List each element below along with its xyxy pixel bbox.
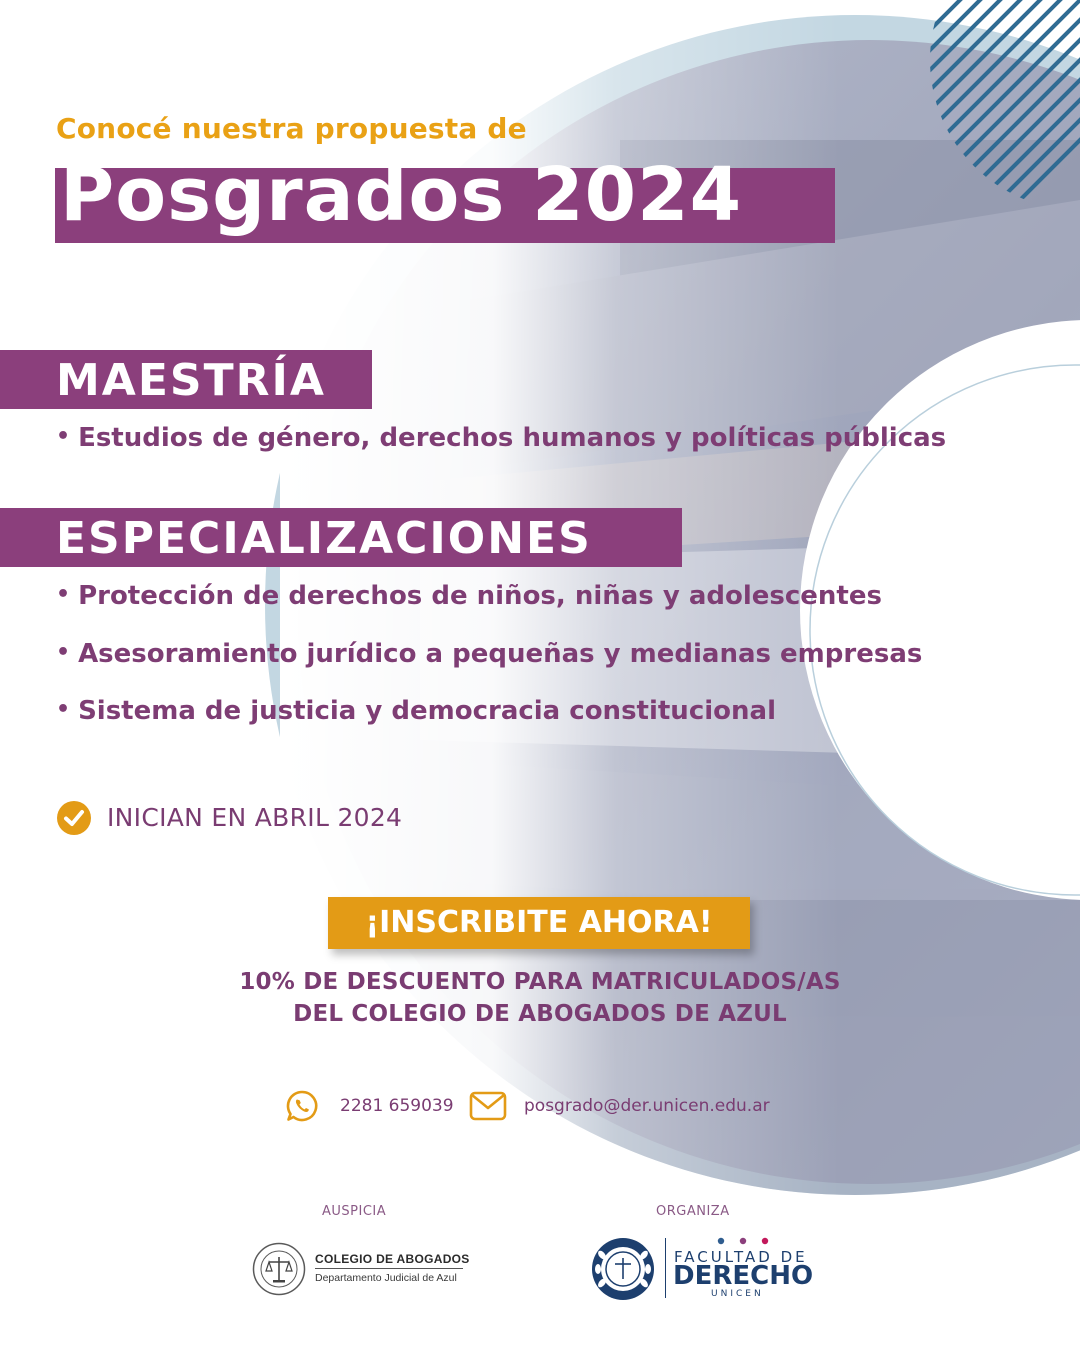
especializacion-item-label: Asesoramiento jurídico a pequeñas y medianas empresas (78, 639, 923, 669)
especializacion-item-label: Sistema de justicia y democracia constitucional (78, 696, 776, 726)
bullet-dot: • (56, 697, 71, 722)
discount-line-1: 10% DE DESCUENTO PARA MATRICULADOS/AS (239, 969, 841, 995)
discount-line-2: DEL COLEGIO DE ABOGADOS DE AZUL (293, 1001, 787, 1027)
organizer-line-2: DERECHO (673, 1261, 814, 1291)
decorative-dots (716, 1236, 770, 1246)
bullet-dot: • (56, 424, 71, 449)
page-title: Posgrados 2024 (60, 152, 743, 238)
especializaciones-heading: ESPECIALIZACIONES (56, 513, 592, 564)
check-circle-icon (56, 800, 92, 836)
phone-number[interactable]: 2281 659039 (340, 1096, 454, 1116)
sponsor-label: AUSPICIA (322, 1204, 387, 1219)
especializacion-item (56, 581, 882, 611)
organizer-line-3: UNICEN (711, 1289, 764, 1299)
sponsor-subtitle: Departamento Judicial de Azul (315, 1272, 457, 1284)
maestria-item-label: Estudios de género, derechos humanos y políticas públicas (78, 423, 947, 453)
cta-label[interactable]: ¡INSCRIBITE AHORA! (365, 905, 713, 940)
email-address[interactable]: posgrado@der.unicen.edu.ar (524, 1096, 770, 1116)
organizer-divider (665, 1238, 666, 1298)
maestria-item (56, 423, 946, 453)
especializacion-item (56, 639, 922, 669)
subtitle: Conocé nuestra propuesta de (56, 112, 527, 145)
envelope-icon (469, 1091, 507, 1121)
organizer-line-1: FACULTAD DE (674, 1248, 808, 1266)
maestria-heading: MAESTRÍA (56, 355, 326, 406)
bullet-dot: • (56, 582, 71, 607)
sponsor-divider (315, 1268, 463, 1269)
bullet-dot: • (56, 640, 71, 665)
facultad-emblem-logo (590, 1236, 656, 1302)
start-date-text: INICIAN EN ABRIL 2024 (107, 803, 403, 832)
organizer-label: ORGANIZA (656, 1204, 730, 1219)
whatsapp-icon (285, 1089, 319, 1123)
colegio-seal-logo (252, 1242, 306, 1296)
especializacion-item (56, 696, 776, 726)
sponsor-name: COLEGIO DE ABOGADOS (315, 1252, 470, 1266)
especializacion-item-label: Protección de derechos de niños, niñas y adolescentes (78, 581, 882, 611)
